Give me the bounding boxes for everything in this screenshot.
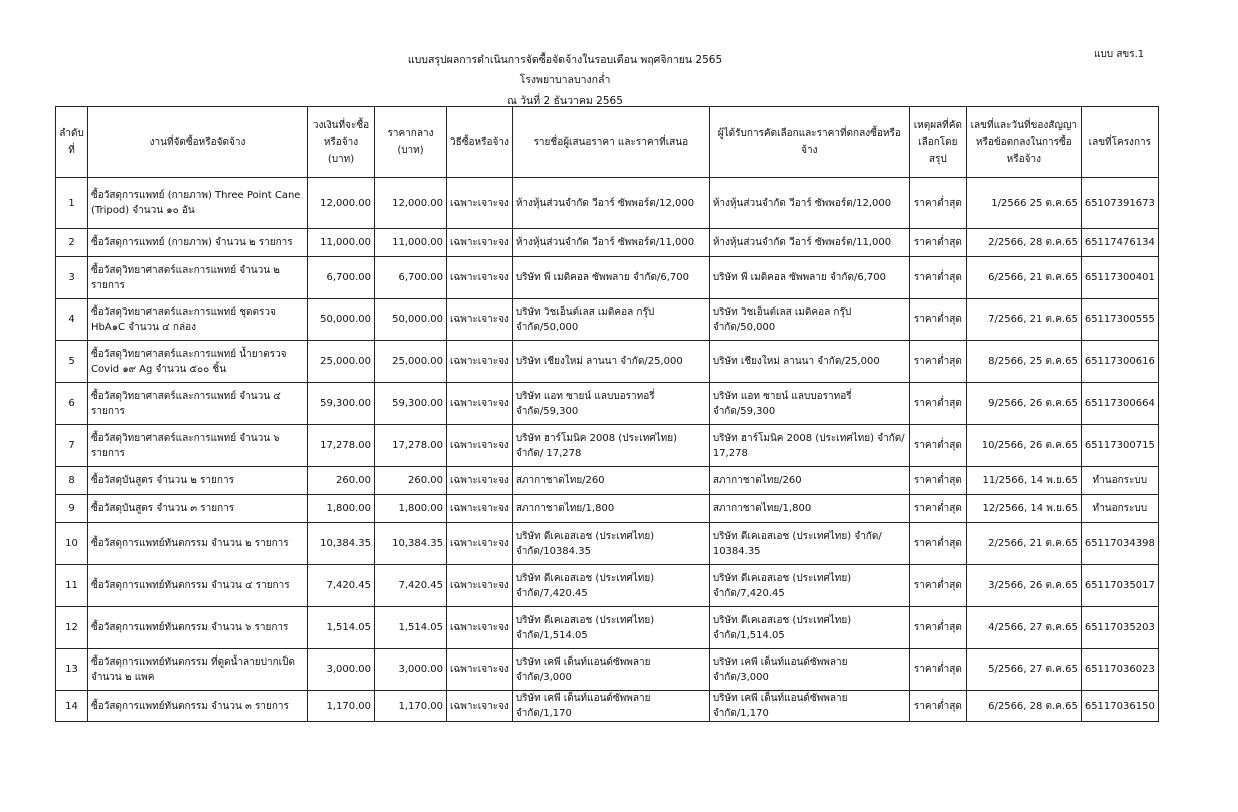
- selected-vendor-and-price: บริษัท ดีเคเอสเอช (ประเทศไทย) จำกัด/ 10384.35: [709, 523, 909, 565]
- selection-reason: ราคาต่ำสุด: [909, 425, 966, 467]
- project-number: 65117300664: [1081, 383, 1158, 425]
- budget-amount: 12,000.00: [308, 178, 375, 229]
- selected-vendor-and-price: ห้างหุ้นส่วนจำกัด วีอาร์ ซัพพอร์ต/12,000: [709, 178, 909, 229]
- contract-number-date: 3/2566, 26 ต.ค.65: [966, 565, 1081, 607]
- table-row: [56, 341, 1159, 383]
- selection-reason: ราคาต่ำสุด: [909, 257, 966, 299]
- item-description: ซื้อวัสดุการแพทย์ทันตกรรม จำนวน ๒ รายการ: [88, 523, 308, 565]
- bidder-and-price: บริษัท ดีเคเอสเอช (ประเทศไทย) จำกัด/1,514.05: [512, 607, 709, 649]
- table-row: [56, 565, 1159, 607]
- selected-vendor-and-price: บริษัท ดีเคเอสเอช (ประเทศไทย) จำกัด/7,420.45: [709, 565, 909, 607]
- procurement-method: เฉพาะเจาะจง: [447, 467, 513, 495]
- budget-amount: 6,700.00: [308, 257, 375, 299]
- row-number: 11: [56, 565, 88, 607]
- selection-reason: ราคาต่ำสุด: [909, 229, 966, 257]
- table-row: [56, 607, 1159, 649]
- budget-amount: 1,800.00: [308, 495, 375, 523]
- procurement-method: เฉพาะเจาะจง: [447, 565, 513, 607]
- bidder-and-price: บริษัท เคพี เด็นท์แอนด์ซัพพลาย จำกัด/3,000: [512, 649, 709, 691]
- budget-amount: 1,514.05: [308, 607, 375, 649]
- item-description: ซื้อวัสดุการแพทย์ (กายภาพ) จำนวน ๒ รายการ: [88, 229, 308, 257]
- report-date: ณ วันที่ 2 ธันวาคม 2565: [507, 95, 623, 107]
- project-number: 65117476134: [1081, 229, 1158, 257]
- row-number: 2: [56, 229, 88, 257]
- table-row: [56, 299, 1159, 341]
- contract-number-date: 11/2566, 14 พ.ย.65: [966, 467, 1081, 495]
- project-number: 65117036150: [1081, 691, 1158, 722]
- selection-reason: ราคาต่ำสุด: [909, 495, 966, 523]
- selected-vendor-and-price: บริษัท เคพี เด็นท์แอนด์ซัพพลาย จำกัด/1,170: [709, 691, 909, 722]
- row-number: 12: [56, 607, 88, 649]
- row-number: 6: [56, 383, 88, 425]
- selected-vendor-and-price: บริษัท เคพี เด็นท์แอนด์ซัพพลาย จำกัด/3,000: [709, 649, 909, 691]
- contract-number-date: 1/2566 25 ต.ค.65: [966, 178, 1081, 229]
- header-row: [56, 107, 1159, 178]
- procurement-method: เฉพาะเจาะจง: [447, 178, 513, 229]
- item-description: ซื้อวัสดุบันสูตร จำนวน ๓ รายการ: [88, 495, 308, 523]
- item-description: ซื้อวัสดุวิทยาศาสตร์และการแพทย์ จำนวน ๔ รายการ: [88, 383, 308, 425]
- header-bidders: รายชื่อผู้เสนอราคา และราคาที่เสนอ: [512, 107, 709, 178]
- procurement-method: เฉพาะเจาะจง: [447, 523, 513, 565]
- median-price: 1,800.00: [375, 495, 447, 523]
- median-price: 1,514.05: [375, 607, 447, 649]
- item-description: ซื้อวัสดุวิทยาศาสตร์และการแพทย์ จำนวน ๒ รายการ: [88, 257, 308, 299]
- project-number: 65117300715: [1081, 425, 1158, 467]
- procurement-method: เฉพาะเจาะจง: [447, 341, 513, 383]
- median-price: 25,000.00: [375, 341, 447, 383]
- row-number: 4: [56, 299, 88, 341]
- procurement-method: เฉพาะเจาะจง: [447, 257, 513, 299]
- header-project: เลขที่โครงการ: [1081, 107, 1158, 178]
- project-number: 65117035203: [1081, 607, 1158, 649]
- table-row: [56, 178, 1159, 229]
- procurement-method: เฉพาะเจาะจง: [447, 229, 513, 257]
- project-number: ทำนอกระบบ: [1081, 495, 1158, 523]
- bidder-and-price: ห้างหุ้นส่วนจำกัด วีอาร์ ซัพพอร์ต/12,000: [512, 178, 709, 229]
- project-number: 65117300401: [1081, 257, 1158, 299]
- budget-amount: 260.00: [308, 467, 375, 495]
- median-price: 3,000.00: [375, 649, 447, 691]
- procurement-method: เฉพาะเจาะจง: [447, 383, 513, 425]
- procurement-method: เฉพาะเจาะจง: [447, 299, 513, 341]
- median-price: 17,278.00: [375, 425, 447, 467]
- selected-vendor-and-price: บริษัท วิชเอ็นต์เลส เมดิคอล กรุ๊ป จำกัด/50,000: [709, 299, 909, 341]
- project-number: 65117300555: [1081, 299, 1158, 341]
- budget-amount: 11,000.00: [308, 229, 375, 257]
- budget-amount: 10,384.35: [308, 523, 375, 565]
- selection-reason: ราคาต่ำสุด: [909, 383, 966, 425]
- contract-number-date: 6/2566, 28 ต.ค.65: [966, 691, 1081, 722]
- contract-number-date: 9/2566, 26 ต.ค.65: [966, 383, 1081, 425]
- median-price: 1,170.00: [375, 691, 447, 722]
- selection-reason: ราคาต่ำสุด: [909, 299, 966, 341]
- bidder-and-price: บริษัท เคพี เด็นท์แอนด์ซัพพลาย จำกัด/1,170: [512, 691, 709, 722]
- bidder-and-price: บริษัท พี เมดิคอล ซัพพลาย จำกัด/6,700: [512, 257, 709, 299]
- bidder-and-price: บริษัท ดีเคเอสเอช (ประเทศไทย) จำกัด/10384.35: [512, 523, 709, 565]
- project-number: ทำนอกระบบ: [1081, 467, 1158, 495]
- contract-number-date: 2/2566, 28 ต.ค.65: [966, 229, 1081, 257]
- item-description: ซื้อวัสดุการแพทย์ทันตกรรม จำนวน ๓ รายการ: [88, 691, 308, 722]
- median-price: 59,300.00: [375, 383, 447, 425]
- selected-vendor-and-price: บริษัท ฮาร์โมนิค 2008 (ประเทศไทย) จำกัด/ 17,278: [709, 425, 909, 467]
- selection-reason: ราคาต่ำสุด: [909, 523, 966, 565]
- selection-reason: ราคาต่ำสุด: [909, 178, 966, 229]
- contract-number-date: 5/2566, 27 ต.ค.65: [966, 649, 1081, 691]
- hospital-name: โรงพยาบาลบางกล่ำ: [519, 74, 611, 86]
- procurement-method: เฉพาะเจาะจง: [447, 691, 513, 722]
- contract-number-date: 8/2566, 25 ต.ค.65: [966, 341, 1081, 383]
- selected-vendor-and-price: ห้างหุ้นส่วนจำกัด วีอาร์ ซัพพอร์ต/11,000: [709, 229, 909, 257]
- selection-reason: ราคาต่ำสุด: [909, 565, 966, 607]
- item-description: ซื้อวัสดุการแพทย์ (กายภาพ) Three Point Cane (Tripod) จำนวน ๑๐ อัน: [88, 178, 308, 229]
- median-price: 6,700.00: [375, 257, 447, 299]
- contract-number-date: 7/2566, 21 ต.ค.65: [966, 299, 1081, 341]
- budget-amount: 3,000.00: [308, 649, 375, 691]
- row-number: 5: [56, 341, 88, 383]
- table-row: [56, 649, 1159, 691]
- item-description: ซื้อวัสดุการแพทย์ทันตกรรม จำนวน ๔ รายการ: [88, 565, 308, 607]
- budget-amount: 17,278.00: [308, 425, 375, 467]
- row-number: 14: [56, 691, 88, 722]
- selected-vendor-and-price: สภากาชาดไทย/1,800: [709, 495, 909, 523]
- table-row: [56, 523, 1159, 565]
- header-reason: เหตุผลที่คัดเลือกโดยสรุป: [909, 107, 966, 178]
- table-row: [56, 257, 1159, 299]
- header-method: วิธีซื้อหรือจ้าง: [447, 107, 513, 178]
- bidder-and-price: บริษัท เชียงใหม่ ลานนา จำกัด/25,000: [512, 341, 709, 383]
- row-number: 8: [56, 467, 88, 495]
- item-description: ซื้อวัสดุการแพทย์ทันตกรรม จำนวน ๖ รายการ: [88, 607, 308, 649]
- procurement-method: เฉพาะเจาะจง: [447, 495, 513, 523]
- header-item: งานที่จัดซื้อหรือจัดจ้าง: [88, 107, 308, 178]
- item-description: ซื้อวัสดุวิทยาศาสตร์และการแพทย์ ชุดตรวจ HbA๑C จำนวน ๔ กล่อง: [88, 299, 308, 341]
- contract-number-date: 2/2566, 21 ต.ค.65: [966, 523, 1081, 565]
- item-description: ซื้อวัสดุบันสูตร จำนวน ๒ รายการ: [88, 467, 308, 495]
- item-description: ซื้อวัสดุวิทยาศาสตร์และการแพทย์ จำนวน ๖ รายการ: [88, 425, 308, 467]
- project-number: 65117035017: [1081, 565, 1158, 607]
- budget-amount: 1,170.00: [308, 691, 375, 722]
- contract-number-date: 12/2566, 14 พ.ย.65: [966, 495, 1081, 523]
- item-description: ซื้อวัสดุวิทยาศาสตร์และการแพทย์ น้ำยาตรวจ Covid ๑๙ Ag จำนวน ๕๐๐ ชิ้น: [88, 341, 308, 383]
- bidder-and-price: สภากาชาดไทย/1,800: [512, 495, 709, 523]
- table-row: [56, 691, 1159, 722]
- bidder-and-price: สภากาชาดไทย/260: [512, 467, 709, 495]
- project-number: 65117036023: [1081, 649, 1158, 691]
- row-number: 3: [56, 257, 88, 299]
- row-number: 1: [56, 178, 88, 229]
- contract-number-date: 6/2566, 21 ต.ค.65: [966, 257, 1081, 299]
- procurement-method: เฉพาะเจาะจง: [447, 607, 513, 649]
- budget-amount: 25,000.00: [308, 341, 375, 383]
- header-median: ราคากลาง (บาท): [375, 107, 447, 178]
- procurement-method: เฉพาะเจาะจง: [447, 649, 513, 691]
- row-number: 10: [56, 523, 88, 565]
- selected-vendor-and-price: บริษัท เชียงใหม่ ลานนา จำกัด/25,000: [709, 341, 909, 383]
- bidder-and-price: บริษัท ดีเคเอสเอช (ประเทศไทย) จำกัด/7,420.45: [512, 565, 709, 607]
- row-number: 9: [56, 495, 88, 523]
- procurement-method: เฉพาะเจาะจง: [447, 425, 513, 467]
- bidder-and-price: บริษัท วิชเอ็นต์เลส เมดิคอล กรุ๊ป จำกัด/50,000: [512, 299, 709, 341]
- median-price: 10,384.35: [375, 523, 447, 565]
- budget-amount: 7,420.45: [308, 565, 375, 607]
- table-row: [56, 467, 1159, 495]
- contract-number-date: 10/2566, 26 ต.ค.65: [966, 425, 1081, 467]
- selection-reason: ราคาต่ำสุด: [909, 649, 966, 691]
- median-price: 12,000.00: [375, 178, 447, 229]
- item-description: ซื้อวัสดุการแพทย์ทันตกรรม ที่ดูดน้ำลายปากเป็ด จำนวน ๒ แพค: [88, 649, 308, 691]
- form-code: แบบ สขร.1: [1094, 49, 1145, 60]
- contract-number-date: 4/2566, 27 ต.ค.65: [966, 607, 1081, 649]
- project-number: 65117300616: [1081, 341, 1158, 383]
- bidder-and-price: ห้างหุ้นส่วนจำกัด วีอาร์ ซัพพอร์ต/11,000: [512, 229, 709, 257]
- report-title: แบบสรุปผลการดำเนินการจัดซื้อจัดจ้างในรอบเดือน พฤศจิกายน 2565: [407, 54, 723, 66]
- selection-reason: ราคาต่ำสุด: [909, 341, 966, 383]
- selection-reason: ราคาต่ำสุด: [909, 691, 966, 722]
- bidder-and-price: บริษัท แอท ซายน์ แลบบอราทอรี่ จำกัด/59,300: [512, 383, 709, 425]
- selected-vendor-and-price: สภากาชาดไทย/260: [709, 467, 909, 495]
- project-number: 65107391673: [1081, 178, 1158, 229]
- header-winner: ผู้ได้รับการคัดเลือกและราคาที่ตกลงซื้อหรือจ้าง: [709, 107, 909, 178]
- median-price: 11,000.00: [375, 229, 447, 257]
- table-row: [56, 383, 1159, 425]
- table-row: [56, 495, 1159, 523]
- row-number: 13: [56, 649, 88, 691]
- selected-vendor-and-price: บริษัท พี เมดิคอล ซัพพลาย จำกัด/6,700: [709, 257, 909, 299]
- median-price: 7,420.45: [375, 565, 447, 607]
- procurement-table: [55, 106, 1159, 722]
- header-no: ลำดับที่: [56, 107, 88, 178]
- table-row: [56, 425, 1159, 467]
- selection-reason: ราคาต่ำสุด: [909, 607, 966, 649]
- row-number: 7: [56, 425, 88, 467]
- median-price: 260.00: [375, 467, 447, 495]
- selected-vendor-and-price: บริษัท ดีเคเอสเอช (ประเทศไทย) จำกัด/1,514.05: [709, 607, 909, 649]
- header-contract: เลขที่และวันที่ของสัญญาหรือข้อตกลงในการซื้อหรือจ้าง: [966, 107, 1081, 178]
- budget-amount: 59,300.00: [308, 383, 375, 425]
- selected-vendor-and-price: บริษัท แอท ซายน์ แลบบอราทอรี่ จำกัด/59,300: [709, 383, 909, 425]
- median-price: 50,000.00: [375, 299, 447, 341]
- selection-reason: ราคาต่ำสุด: [909, 467, 966, 495]
- table-row: [56, 229, 1159, 257]
- header-budget: วงเงินที่จะซื้อหรือจ้าง (บาท): [308, 107, 375, 178]
- budget-amount: 50,000.00: [308, 299, 375, 341]
- bidder-and-price: บริษัท ฮาร์โมนิค 2008 (ประเทศไทย) จำกัด/ 17,278: [512, 425, 709, 467]
- project-number: 65117034398: [1081, 523, 1158, 565]
